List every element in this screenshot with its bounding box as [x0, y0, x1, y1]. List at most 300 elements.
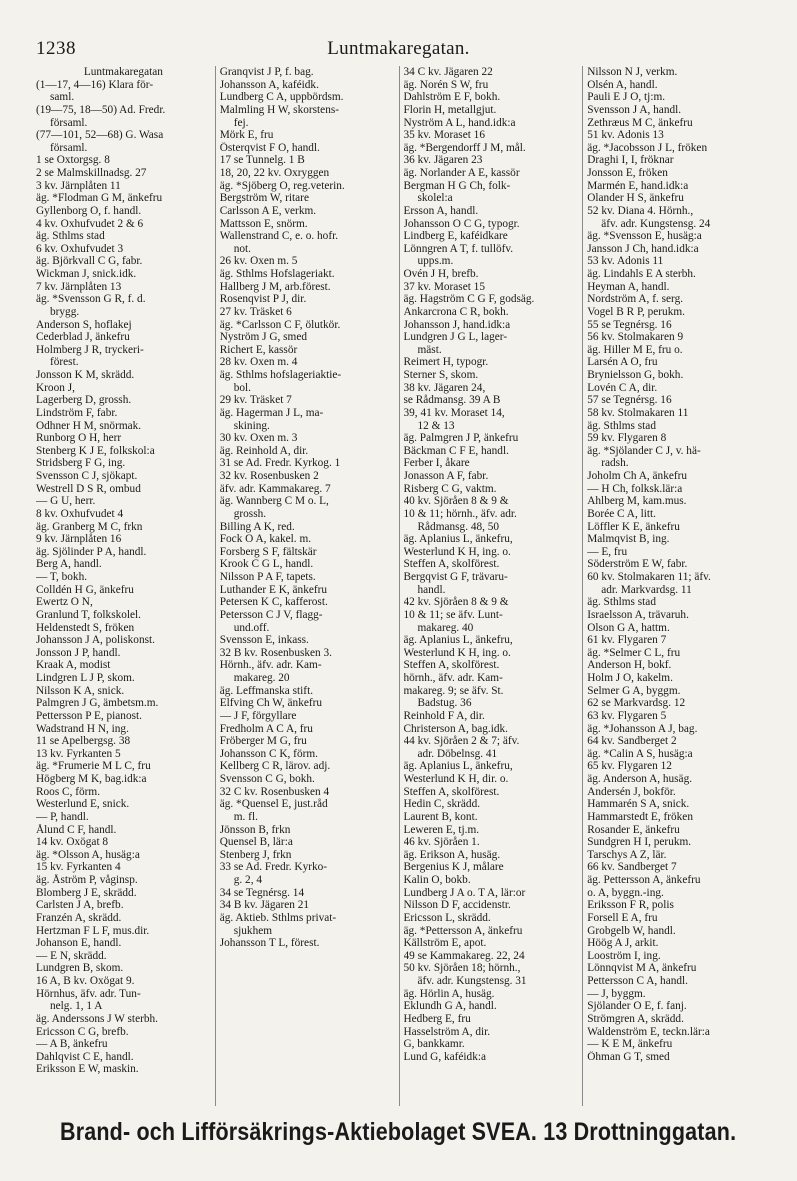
directory-line: Joholm Ch A, änkefru [587, 470, 688, 482]
directory-line: 64 kv. Sandberget 2 [587, 735, 677, 748]
directory-line: Nordström A, f. serg. [587, 293, 684, 306]
directory-line: Grobgelb W, handl. [587, 924, 676, 937]
directory-line: 61 kv. Flygaren 7 [587, 634, 667, 647]
directory-line: Elfving Ch W, änkefru [219, 697, 323, 710]
directory-line: Gyllenborg O, f. handl. [36, 204, 142, 217]
directory-line: Wallenstrand C, e. o. hofr. [219, 230, 339, 243]
directory-line: Johansson J, hand.idk:a [403, 318, 511, 331]
directory-line: Reinhold F A, dir. [403, 709, 485, 722]
directory-line: Lindgren L J P, skom. [36, 672, 135, 684]
directory-line: Ewertz O N, [36, 596, 93, 609]
directory-line: Westerlund K H, ing. o. [403, 545, 511, 558]
directory-line: 59 kv. Flygaren 8 [587, 432, 667, 445]
directory-line: Palmgren J G, ämbetsm.m. [36, 697, 159, 710]
directory-line: äg. Aktieb. Sthlms privat- [219, 911, 337, 924]
directory-line: Berg A, handl. [36, 558, 102, 571]
directory-line: 12 & 13 [417, 419, 455, 432]
directory-line: Ferber I, åkare [403, 457, 470, 470]
directory-line: Anderson S, hoflakej [36, 318, 132, 331]
directory-line: handl. [417, 583, 446, 596]
directory-line: Malmqvist B, ing. [587, 533, 670, 546]
directory-line: Bergqvist G F, trävaru- [403, 571, 508, 583]
page-header [0, 38, 797, 60]
directory-line: äg. Aplanius L, änkefru, [403, 533, 513, 546]
directory-line: äfv. adr. Kungstensg. 31 [417, 975, 527, 987]
directory-line: Svensson J A, handl. [587, 103, 682, 116]
directory-line: 35 kv. Moraset 16 [403, 129, 485, 142]
directory-line: Pettersson P E, pianost. [36, 709, 142, 722]
directory-line: Ersson A, handl. [403, 204, 479, 217]
directory-line: Österqvist F O, handl. [219, 141, 320, 154]
directory-line: äg. *Sjöberg O, reg.veterin. [219, 179, 345, 192]
directory-line: äg. Anderson A, husäg. [587, 773, 693, 785]
directory-line: bol. [233, 381, 252, 394]
directory-line: Badstug. 36 [417, 697, 472, 710]
directory-line: Lundberg J A o. T A, lär:or [403, 886, 526, 899]
directory-line: Steffen A, skolförest. [403, 785, 500, 798]
directory-line: m. fl. [233, 810, 258, 823]
directory-line: Malmling H W, skorstens- [219, 103, 339, 116]
directory-line: Johansson C K, förm. [219, 747, 318, 760]
directory-line: Kraak A, modist [36, 659, 111, 672]
directory-line: — J, byggm. [587, 987, 646, 1000]
directory-line: Johansson J A, poliskonst. [36, 634, 155, 647]
directory-line: se Rådmansg. 39 A B [403, 394, 501, 407]
directory-line: (77—101, 52—68) G. Wasa [36, 129, 164, 142]
directory-line: Källström E, apot. [403, 937, 487, 950]
directory-line: Waldenström E, teckn.lär:a [587, 1025, 710, 1038]
directory-line: äg. Aplanius L, änkefru, [403, 634, 513, 647]
directory-line: 27 kv. Träsket 6 [219, 305, 292, 318]
directory-line: äg. Sthlms stad [587, 596, 656, 609]
directory-line: Cederblad J, änkefru [36, 331, 130, 344]
directory-line: äg. *Sjölander C J, v. hä- [587, 444, 701, 457]
directory-line: församl. [50, 141, 88, 154]
directory-line: Richert E, kassör [219, 343, 298, 356]
directory-line: 3 kv. Järnplåten 11 [36, 179, 121, 192]
directory-line: 13 kv. Fyrkanten 5 [36, 747, 121, 760]
directory-line: Ahlberg M, kam.mus. [587, 495, 687, 508]
directory-line: Roos C, förm. [36, 785, 101, 798]
directory-line: förest. [50, 356, 79, 369]
directory-line: Anderson H, bokf. [587, 659, 672, 672]
directory-line: 6 kv. Oxhufvudet 3 [36, 242, 124, 255]
directory-line: 17 se Tunnelg. 1 B [219, 154, 305, 167]
directory-line: Pauli E J O, tj:m. [587, 91, 666, 104]
directory-line: Luthander E K, änkefru [219, 583, 328, 596]
directory-line: äg. Leffmanska stift. [219, 684, 314, 697]
directory-line: Fock O A, kakel. m. [219, 533, 312, 546]
directory-line: äg. Erikson A, husäg. [403, 848, 501, 861]
directory-line: — P, handl. [36, 810, 89, 823]
directory-line: Hammarstedt E, fröken [587, 810, 693, 823]
directory-line: Hörnh., äfv. adr. Kam- [219, 659, 322, 672]
directory-line: Bergström W, ritare [219, 192, 309, 205]
directory-line: äg. Reinhold A, dir. [219, 444, 309, 457]
column-2 [215, 66, 399, 1106]
directory-line: äg. Palmgren J P, änkefru [403, 432, 519, 445]
directory-line: makareg. 40 [417, 621, 474, 634]
directory-line: äg. *Selmer C L, fru [587, 646, 681, 659]
directory-line: (1—17, 4—16) Klara för- [36, 78, 154, 91]
directory-line: Brynielsson G, bokh. [587, 369, 684, 381]
directory-line: Colldén H G, änkefru [36, 583, 134, 596]
directory-line: Franzén A, skrädd. [36, 911, 122, 924]
directory-line: äg. *Frumerie M L C, fru [36, 760, 151, 773]
directory-line: 14 kv. Oxögat 8 [36, 836, 109, 849]
directory-line: 28 kv. Oxen m. 4 [219, 356, 298, 369]
directory-line: Wadstrand H N, ing. [36, 722, 129, 735]
directory-line: 40 kv. Sjöråen 8 & 9 & [403, 495, 509, 508]
directory-line: 57 se Tegnérsg. 16 [587, 394, 672, 407]
directory-line: Dahlström E F, bokh. [403, 91, 501, 104]
column-3 [399, 66, 583, 1106]
directory-line: Petersson C J V, flagg- [219, 608, 323, 621]
directory-line: 1 se Oxtorgsg. 8 [36, 154, 110, 167]
directory-line: 39, 41 kv. Moraset 14, [403, 406, 505, 419]
directory-line: skolel:a [417, 192, 453, 205]
directory-line: Svensson C G, bokh. [219, 773, 315, 785]
column-4 [582, 66, 766, 1106]
directory-line: Lund G, kaféidk:a [403, 1050, 487, 1063]
directory-line: äg. *Olsson A, husäg:a [36, 848, 140, 861]
directory-line: 32 C kv. Rosenbusken 4 [219, 785, 330, 798]
directory-line: äg. *Jacobsson J L, fröken [587, 141, 708, 154]
directory-line: 51 kv. Adonis 13 [587, 129, 664, 142]
directory-line: Christerson A, bag.idk. [403, 722, 508, 735]
directory-line: Westerlund K H, dir. o. [403, 773, 509, 785]
directory-line: Carlsson A E, verkm. [219, 204, 317, 217]
directory-line: 33 se Ad. Fredr. Kyrko- [219, 861, 328, 874]
directory-line: 37 kv. Moraset 15 [403, 280, 485, 293]
directory-line: församl. [50, 116, 88, 129]
directory-line: Hertzman F L F, mus.dir. [36, 924, 150, 937]
directory-line: fej. [233, 116, 249, 129]
directory-line: Forsell E A, fru [587, 911, 658, 924]
directory-line: Lundgren J G L, lager- [403, 331, 508, 344]
directory-line: äfv. adr. Kammakareg. 7 [219, 482, 331, 495]
directory-line: äg. *Svensson E, husäg:a [587, 230, 702, 243]
directory-line: not. [233, 242, 252, 255]
directory-line: Hammarén S A, snick. [587, 798, 690, 811]
directory-line: Sterner S, skom. [403, 369, 479, 381]
directory-line: äg. *Calin A S, husäg:a [587, 747, 693, 760]
directory-line: 49 se Kammakareg. 22, 24 [403, 949, 525, 962]
directory-line: äg. Hagerman J L, ma- [219, 406, 324, 419]
directory-line: Petersen K C, kafferost. [219, 596, 328, 609]
directory-line: Carlsten J A, brefb. [36, 899, 124, 912]
directory-line: G, bankkamr. [403, 1038, 465, 1051]
directory-line: Öhman G T, smed [587, 1050, 670, 1063]
directory-line: 52 kv. Diana 4. Hörnh., [587, 204, 694, 217]
directory-line: äg. Sthlms stad [587, 419, 656, 432]
directory-line: Nilsson P A F, tapets. [219, 571, 316, 583]
directory-line: äg. *Bergendorff J M, mål. [403, 141, 526, 154]
directory-line: 9 kv. Järnplåten 16 [36, 533, 122, 546]
directory-line: und.off. [233, 621, 270, 634]
directory-line: Kalin O, bokb. [403, 874, 471, 886]
directory-line: — E N, skrädd. [36, 949, 107, 962]
directory-line: Johansson A, kaféidk. [219, 78, 319, 91]
directory-line: Kroon J, [36, 381, 75, 394]
directory-line: 31 se Ad. Fredr. Kyrkog. 1 [219, 457, 341, 470]
directory-line: Laurent B, kont. [403, 810, 478, 823]
directory-line: Kellberg C R, lärov. adj. [219, 760, 331, 773]
directory-line: Lundberg C A, uppbördsm. [219, 91, 344, 104]
directory-line: äg. Norén S W, fru [403, 78, 489, 91]
directory-line: Borée C A, litt. [587, 507, 656, 520]
directory-line: Lundgren B, skom. [36, 962, 124, 975]
directory-line: radsh. [601, 457, 629, 470]
directory-line: Svensson C J, sjökapt. [36, 470, 138, 482]
directory-line: Höög A J, arkit. [587, 937, 659, 950]
directory-line: Ericsson L, skrädd. [403, 911, 491, 924]
directory-line: Lovén C A, dir. [587, 381, 658, 394]
directory-line: Stridsberg F G, ing. [36, 457, 126, 470]
directory-line: Svensson E, inkass. [219, 634, 309, 647]
directory-line: äg. Wannberg C M o. L, [219, 495, 329, 508]
directory-line: 34 C kv. Jägaren 22 [403, 66, 493, 78]
directory-line: 38 kv. Jägaren 24, [403, 381, 486, 394]
directory-line: Olsén A, handl. [587, 78, 658, 91]
directory-line: Johanson E, handl. [36, 937, 122, 950]
directory-line: Reimert H, typogr. [403, 356, 489, 369]
directory-line: Granlund T, folkskolel. [36, 608, 142, 621]
directory-line: Johansson O C G, typogr. [403, 217, 520, 230]
directory-line: 10 & 11; se äfv. Lunt- [403, 608, 503, 621]
directory-line: Israelsson A, trävaruh. [587, 608, 689, 621]
directory-line: Jansson J Ch, hand.idk:a [587, 242, 699, 255]
directory-line: Billing A K, red. [219, 520, 295, 533]
directory-line: 66 kv. Sandberget 7 [587, 861, 677, 874]
directory-line: Zethræus M C, änkefru [587, 116, 693, 129]
directory-line: äg. Pettersson A, änkefru [587, 874, 701, 886]
directory-line: adr. Markvardsg. 11 [601, 583, 692, 596]
directory-line: mäst. [417, 343, 442, 356]
directory-line: Odhner H M, snörmak. [36, 419, 142, 432]
directory-line: äg. Åström P, våginsp. [36, 874, 138, 886]
directory-line: Florin H, metallgjut. [403, 103, 497, 116]
directory-line: Mörk E, fru [219, 129, 274, 142]
directory-line: äg. Hiller M E, fru o. [587, 343, 683, 356]
directory-line: äg. Sjölinder P A, handl. [36, 545, 147, 558]
directory-line: g. 2, 4 [233, 874, 262, 886]
directory-line: 58 kv. Stolmakaren 11 [587, 406, 689, 419]
directory-line: makareg. 9; se äfv. St. [403, 684, 504, 697]
directory-line: 15 kv. Fyrkanten 4 [36, 861, 121, 874]
directory-line: o. A, byggn.-ing. [587, 886, 664, 899]
directory-line: — T, bokh. [36, 571, 88, 583]
directory-line: Rosenqvist P J, dir. [219, 293, 307, 306]
directory-line: 46 kv. Sjöråen 1. [403, 836, 480, 849]
directory-line: — E, fru [587, 545, 628, 558]
directory-line: Bergenius K J, målare [403, 861, 504, 874]
directory-columns [36, 66, 766, 1106]
directory-line: — J F, förgyllare [219, 709, 297, 722]
directory-line: 65 kv. Flygaren 12 [587, 760, 672, 773]
directory-line: brygg. [50, 305, 80, 318]
directory-line: äg. Aplanius L, änkefru, [403, 760, 513, 773]
directory-line: Blomberg J E, skrädd. [36, 886, 137, 899]
directory-line: äg. *Pettersson A, änkefru [403, 924, 523, 937]
directory-line: Nilsson D F, accidenstr. [403, 899, 511, 912]
directory-line: Löffler K E, änkefru [587, 520, 680, 533]
directory-line: Olander H S, änkefru [587, 192, 684, 205]
directory-line: Forsberg S F, fältskär [219, 545, 317, 558]
directory-line: Westrell D S R, ombud [36, 482, 141, 495]
directory-line: Lindberg E, kaféidkare [403, 230, 508, 243]
directory-line: skining. [233, 419, 270, 432]
directory-line: Heldenstedt S, fröken [36, 621, 135, 634]
directory-line: Fröberger M G, fru [219, 735, 307, 748]
column-1 [36, 66, 215, 1106]
directory-line: 34 se Tegnérsg. 14 [219, 886, 305, 899]
directory-line: 30 kv. Oxen m. 3 [219, 432, 298, 445]
directory-line: 29 kv. Träsket 7 [219, 394, 292, 407]
directory-line: 32 kv. Rosenbusken 2 [219, 470, 319, 482]
directory-line: grossh. [233, 507, 267, 520]
directory-line: 62 se Markvardsg. 12 [587, 697, 686, 710]
directory-line: — K E M, änkefru [587, 1038, 673, 1051]
directory-line: 10 & 11; hörnh., äfv. adr. [403, 507, 517, 520]
directory-line: 11 se Apelbergsg. 38 [36, 735, 131, 748]
directory-line: Larsén A O, fru [587, 356, 658, 369]
directory-line: Westerlund K H, ing. o. [403, 646, 511, 659]
directory-line: Nyström J G, smed [219, 331, 307, 344]
directory-line: Stenberg K J E, folkskol:a [36, 444, 155, 457]
directory-line: Stenberg J, frkn [219, 848, 292, 861]
directory-line: Nilsson N J, verkm. [587, 66, 678, 78]
directory-line: Hasselström A, dir. [403, 1025, 491, 1038]
directory-line: Vogel B R P, perukm. [587, 305, 685, 318]
directory-line: Lindström F, fabr. [36, 406, 118, 419]
directory-line: Luntmakaregatan [83, 66, 163, 78]
directory-line: Eriksson F R, polis [587, 899, 674, 912]
directory-line: Hedin C, skrädd. [403, 798, 481, 811]
directory-line: Sundgren H I, perukm. [587, 836, 692, 849]
directory-line: Pettersson C A, handl. [587, 975, 688, 987]
directory-line: Westerlund E, snick. [36, 798, 130, 811]
directory-line: 50 kv. Sjöråen 18; hörnh., [403, 962, 521, 975]
directory-line: Leweren E, tj.m. [403, 823, 480, 836]
directory-line: äg. Björkvall C G, fabr. [36, 255, 143, 268]
directory-line: Söderström E W, fabr. [587, 558, 688, 571]
directory-line: Rosander E, änkefru [587, 823, 680, 836]
directory-line: äg. Lindahls E A sterbh. [587, 268, 696, 280]
directory-line: — A B, änkefru [36, 1038, 108, 1051]
directory-line: Jonsson J P, handl. [36, 646, 121, 659]
directory-line: 4 kv. Oxhufvudet 2 & 6 [36, 217, 144, 230]
directory-line: 18, 20, 22 kv. Oxryggen [219, 167, 330, 179]
directory-line: äg. *Flodman G M, änkefru [36, 192, 163, 205]
directory-line: äg. *Carlsson C F, ölutkör. [219, 318, 341, 331]
directory-line: Lönngren A T, f. tullöfv. [403, 242, 514, 255]
directory-line: Nilsson K A, snick. [36, 684, 125, 697]
directory-line: Holmberg J R, tryckeri- [36, 343, 144, 356]
directory-line: Selmer G A, byggm. [587, 684, 681, 697]
directory-line: 16 A, B kv. Oxögat 9. [36, 975, 135, 987]
directory-line: Olson G A, hattm. [587, 621, 670, 634]
directory-line: 8 kv. Oxhufvudet 4 [36, 507, 124, 520]
directory-line: Heyman A, handl. [587, 280, 670, 293]
directory-line: Hallberg J M, arb.förest. [219, 280, 331, 293]
directory-line: Nyström A L, hand.idk:a [403, 116, 516, 129]
directory-line: 42 kv. Sjöråen 8 & 9 & [403, 596, 509, 609]
directory-line: 32 B kv. Rosenbusken 3. [219, 646, 332, 659]
directory-line: Dahlqvist C E, handl. [36, 1050, 134, 1063]
directory-line: äg. *Johansson A J, bag. [587, 722, 698, 735]
directory-line: Risberg C G, vaktm. [403, 482, 497, 495]
directory-line: Tarschys A Z, lär. [587, 848, 667, 861]
directory-line: Bergman H G Ch, folk- [403, 179, 511, 192]
directory-line: äg. *Svensson G R, f. d. [36, 293, 146, 306]
directory-line: 44 kv. Sjöråen 2 & 7; äfv. [403, 735, 520, 748]
directory-line: Jonsson E, fröken [587, 167, 668, 179]
directory-line: — G U, herr. [36, 495, 96, 508]
directory-line: äg. Norlander A E, kassör [403, 167, 520, 179]
directory-line: Runborg O H, herr [36, 432, 122, 445]
directory-line: Looström I, ing. [587, 949, 661, 962]
directory-line: Rådmansg. 48, 50 [417, 520, 500, 533]
directory-line: Jönsson B, frkn [219, 823, 291, 836]
directory-line: Andersén J, bokför. [587, 785, 676, 798]
directory-line: 60 kv. Stolmakaren 11; äfv. [587, 571, 711, 583]
directory-line: Sjölander O E, f. fanj. [587, 1000, 687, 1013]
directory-line: Steffen A, skolförest. [403, 558, 500, 571]
directory-line: Jonsson K M, skrädd. [36, 369, 135, 381]
directory-line: Hörnhus, äfv. adr. Tun- [36, 987, 141, 1000]
directory-line: (19—75, 18—50) Ad. Fredr. [36, 103, 166, 116]
directory-line: Holm J O, kakelm. [587, 672, 673, 684]
directory-line: makareg. 20 [233, 672, 290, 684]
directory-line: äg. Sthlms Hofslageriakt. [219, 268, 335, 280]
directory-line: Mattsson E, snörm. [219, 217, 308, 230]
directory-line: Quensel B, lär:a [219, 836, 293, 849]
directory-line: upps.m. [417, 255, 454, 268]
running-title: Luntmakaregatan. [327, 38, 470, 59]
directory-line: Lagerberg D, grossh. [36, 394, 132, 407]
directory-line: 7 kv. Järnplåten 13 [36, 280, 122, 293]
directory-line: Ovén J H, brefb. [403, 268, 479, 280]
directory-line: Ankarcrona C R, bokh. [403, 305, 509, 318]
directory-line: äg. Anderssons J W sterbh. [36, 1012, 158, 1025]
footer-advert: Brand- och Lifförsäkrings-Aktiebolaget SVEA. 13 Drottninggatan. [60, 1118, 737, 1146]
directory-line: äg. Granberg M C, frkn [36, 520, 143, 533]
directory-line: sjukhem [233, 924, 273, 937]
directory-line: Wickman J, snick.idk. [36, 268, 137, 280]
directory-line: — H Ch, folksk.lär:a [587, 482, 683, 495]
directory-line: 63 kv. Flygaren 5 [587, 709, 667, 722]
directory-line: äg. Sthlms hofslageriaktie- [219, 369, 342, 381]
directory-line: 2 se Malmskillnadsg. 27 [36, 167, 147, 179]
directory-line: Lönnqvist M A, änkefru [587, 962, 697, 975]
directory-line: adr. Döbelnsg. 41 [417, 747, 498, 760]
directory-line: nelg. 1, 1 A [50, 1000, 103, 1013]
directory-line: äfv. adr. Kungstensg. 24 [601, 217, 711, 230]
directory-line: Bäckman C F E, handl. [403, 444, 509, 457]
directory-line: 26 kv. Oxen m. 5 [219, 255, 298, 268]
directory-line: Steffen A, skolförest. [403, 659, 500, 672]
directory-line: äg. Hagström C G F, godsäg. [403, 293, 535, 306]
directory-line: äg. Sthlms stad [36, 230, 105, 243]
directory-line: Krook C G L, handl. [219, 558, 314, 571]
directory-line: Draghi I, I, fröknar [587, 154, 674, 167]
directory-line: Eriksson E W, maskin. [36, 1063, 139, 1076]
directory-line: Hedberg E, fru [403, 1012, 471, 1025]
directory-line: 56 kv. Stolmakaren 9 [587, 331, 684, 344]
directory-line: Strömgren A, skrädd. [587, 1012, 684, 1025]
page-number: 1238 [36, 38, 76, 59]
